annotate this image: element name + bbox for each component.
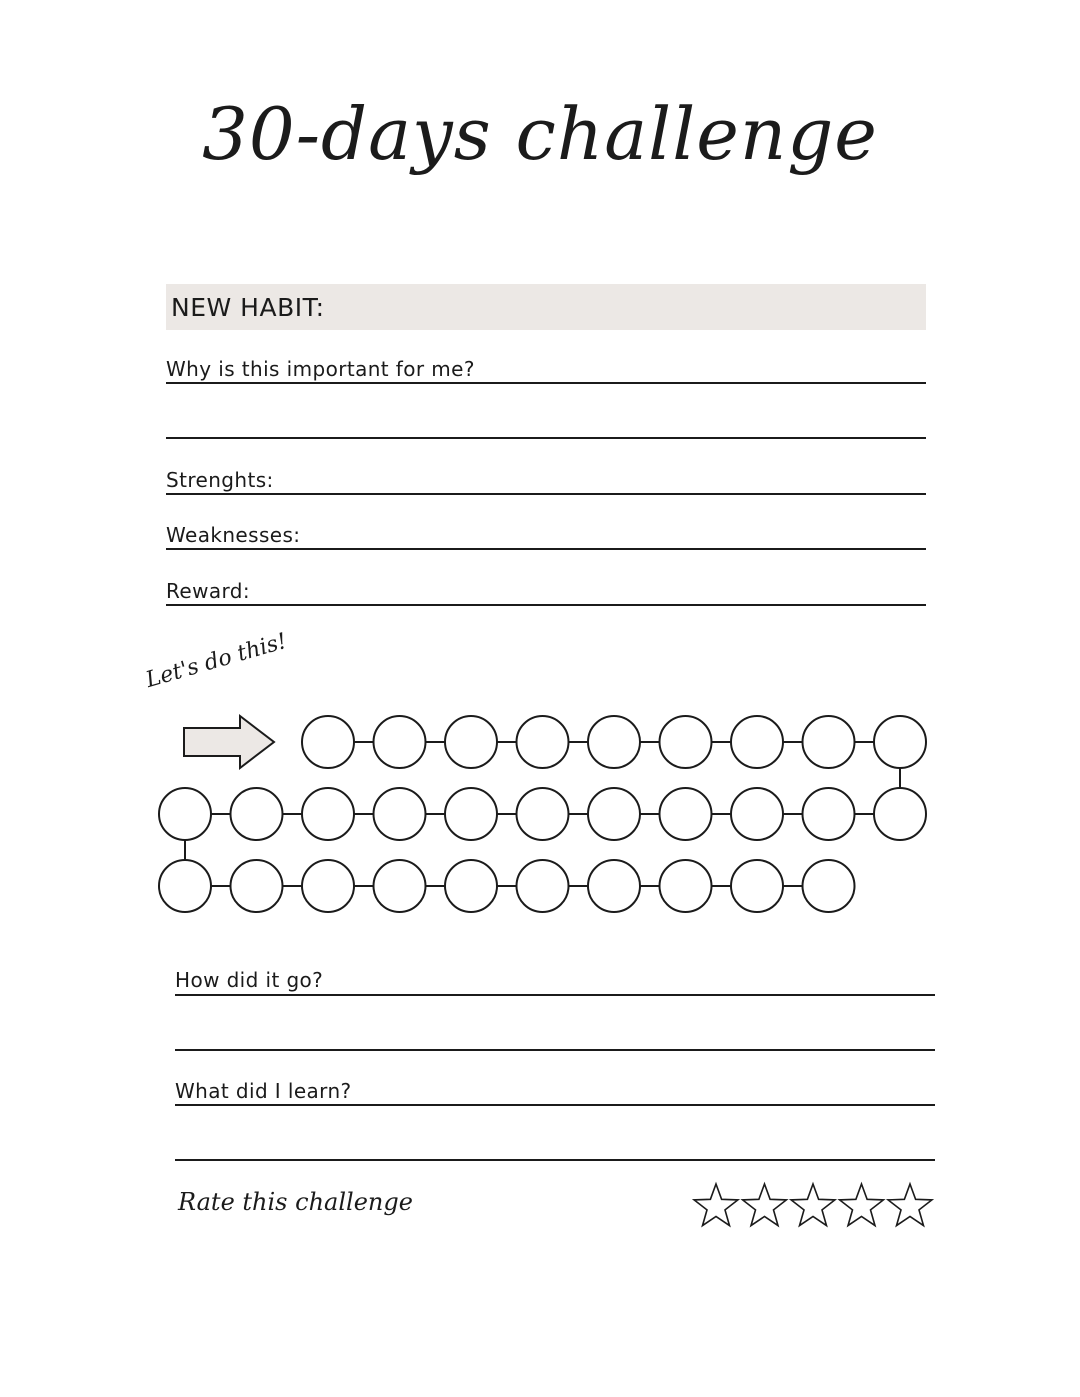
- why-important-line[interactable]: [166, 382, 926, 384]
- star-rating[interactable]: [690, 1180, 940, 1230]
- day-circle[interactable]: [588, 788, 640, 840]
- day-circle[interactable]: [660, 716, 712, 768]
- how-did-it-go-label: How did it go?: [175, 968, 324, 992]
- day-circle[interactable]: [302, 860, 354, 912]
- day-circle[interactable]: [302, 788, 354, 840]
- how-did-it-go-line-2[interactable]: [175, 1049, 935, 1051]
- strengths-line[interactable]: [166, 493, 926, 495]
- star-icon[interactable]: [888, 1184, 932, 1226]
- how-did-it-go-line[interactable]: [175, 994, 935, 996]
- day-circle[interactable]: [159, 860, 211, 912]
- why-important-line-2[interactable]: [166, 437, 926, 439]
- day-circle[interactable]: [231, 860, 283, 912]
- what-did-i-learn-label: What did I learn?: [175, 1079, 352, 1103]
- new-habit-field[interactable]: [166, 284, 926, 330]
- weaknesses-label: Weaknesses:: [166, 523, 301, 547]
- why-important-label: Why is this important for me?: [166, 357, 475, 381]
- reward-label: Reward:: [166, 579, 251, 603]
- reward-line[interactable]: [166, 604, 926, 606]
- day-circle[interactable]: [588, 860, 640, 912]
- day-circle[interactable]: [445, 860, 497, 912]
- day-circle[interactable]: [731, 860, 783, 912]
- weaknesses-line[interactable]: [166, 548, 926, 550]
- day-circle[interactable]: [660, 788, 712, 840]
- star-icon[interactable]: [840, 1184, 884, 1226]
- day-circle[interactable]: [374, 788, 426, 840]
- day-circle[interactable]: [517, 716, 569, 768]
- what-did-i-learn-line[interactable]: [175, 1104, 935, 1106]
- new-habit-label: NEW HABIT:: [171, 293, 325, 322]
- day-circle[interactable]: [445, 788, 497, 840]
- day-circle[interactable]: [517, 788, 569, 840]
- page-title: 30-days challenge: [202, 92, 878, 176]
- rate-challenge-label: Rate this challenge: [178, 1188, 413, 1216]
- star-icon[interactable]: [694, 1184, 738, 1226]
- day-circle[interactable]: [445, 716, 497, 768]
- day-circle[interactable]: [731, 716, 783, 768]
- day-circle[interactable]: [660, 860, 712, 912]
- day-circle[interactable]: [517, 860, 569, 912]
- day-circle[interactable]: [374, 716, 426, 768]
- day-circle[interactable]: [588, 716, 640, 768]
- day-circle[interactable]: [231, 788, 283, 840]
- day-circle[interactable]: [731, 788, 783, 840]
- star-icon[interactable]: [791, 1184, 835, 1226]
- day-circle[interactable]: [803, 860, 855, 912]
- strengths-label: Strenghts:: [166, 468, 274, 492]
- day-circle[interactable]: [159, 788, 211, 840]
- start-arrow-icon: [184, 716, 274, 768]
- day-circle[interactable]: [874, 788, 926, 840]
- day-circle[interactable]: [803, 716, 855, 768]
- star-icon[interactable]: [743, 1184, 787, 1226]
- lets-do-this-text: Let's do this!: [143, 628, 290, 693]
- what-did-i-learn-line-2[interactable]: [175, 1159, 935, 1161]
- day-circle[interactable]: [803, 788, 855, 840]
- day-circle[interactable]: [302, 716, 354, 768]
- day-circle[interactable]: [874, 716, 926, 768]
- day-circle[interactable]: [374, 860, 426, 912]
